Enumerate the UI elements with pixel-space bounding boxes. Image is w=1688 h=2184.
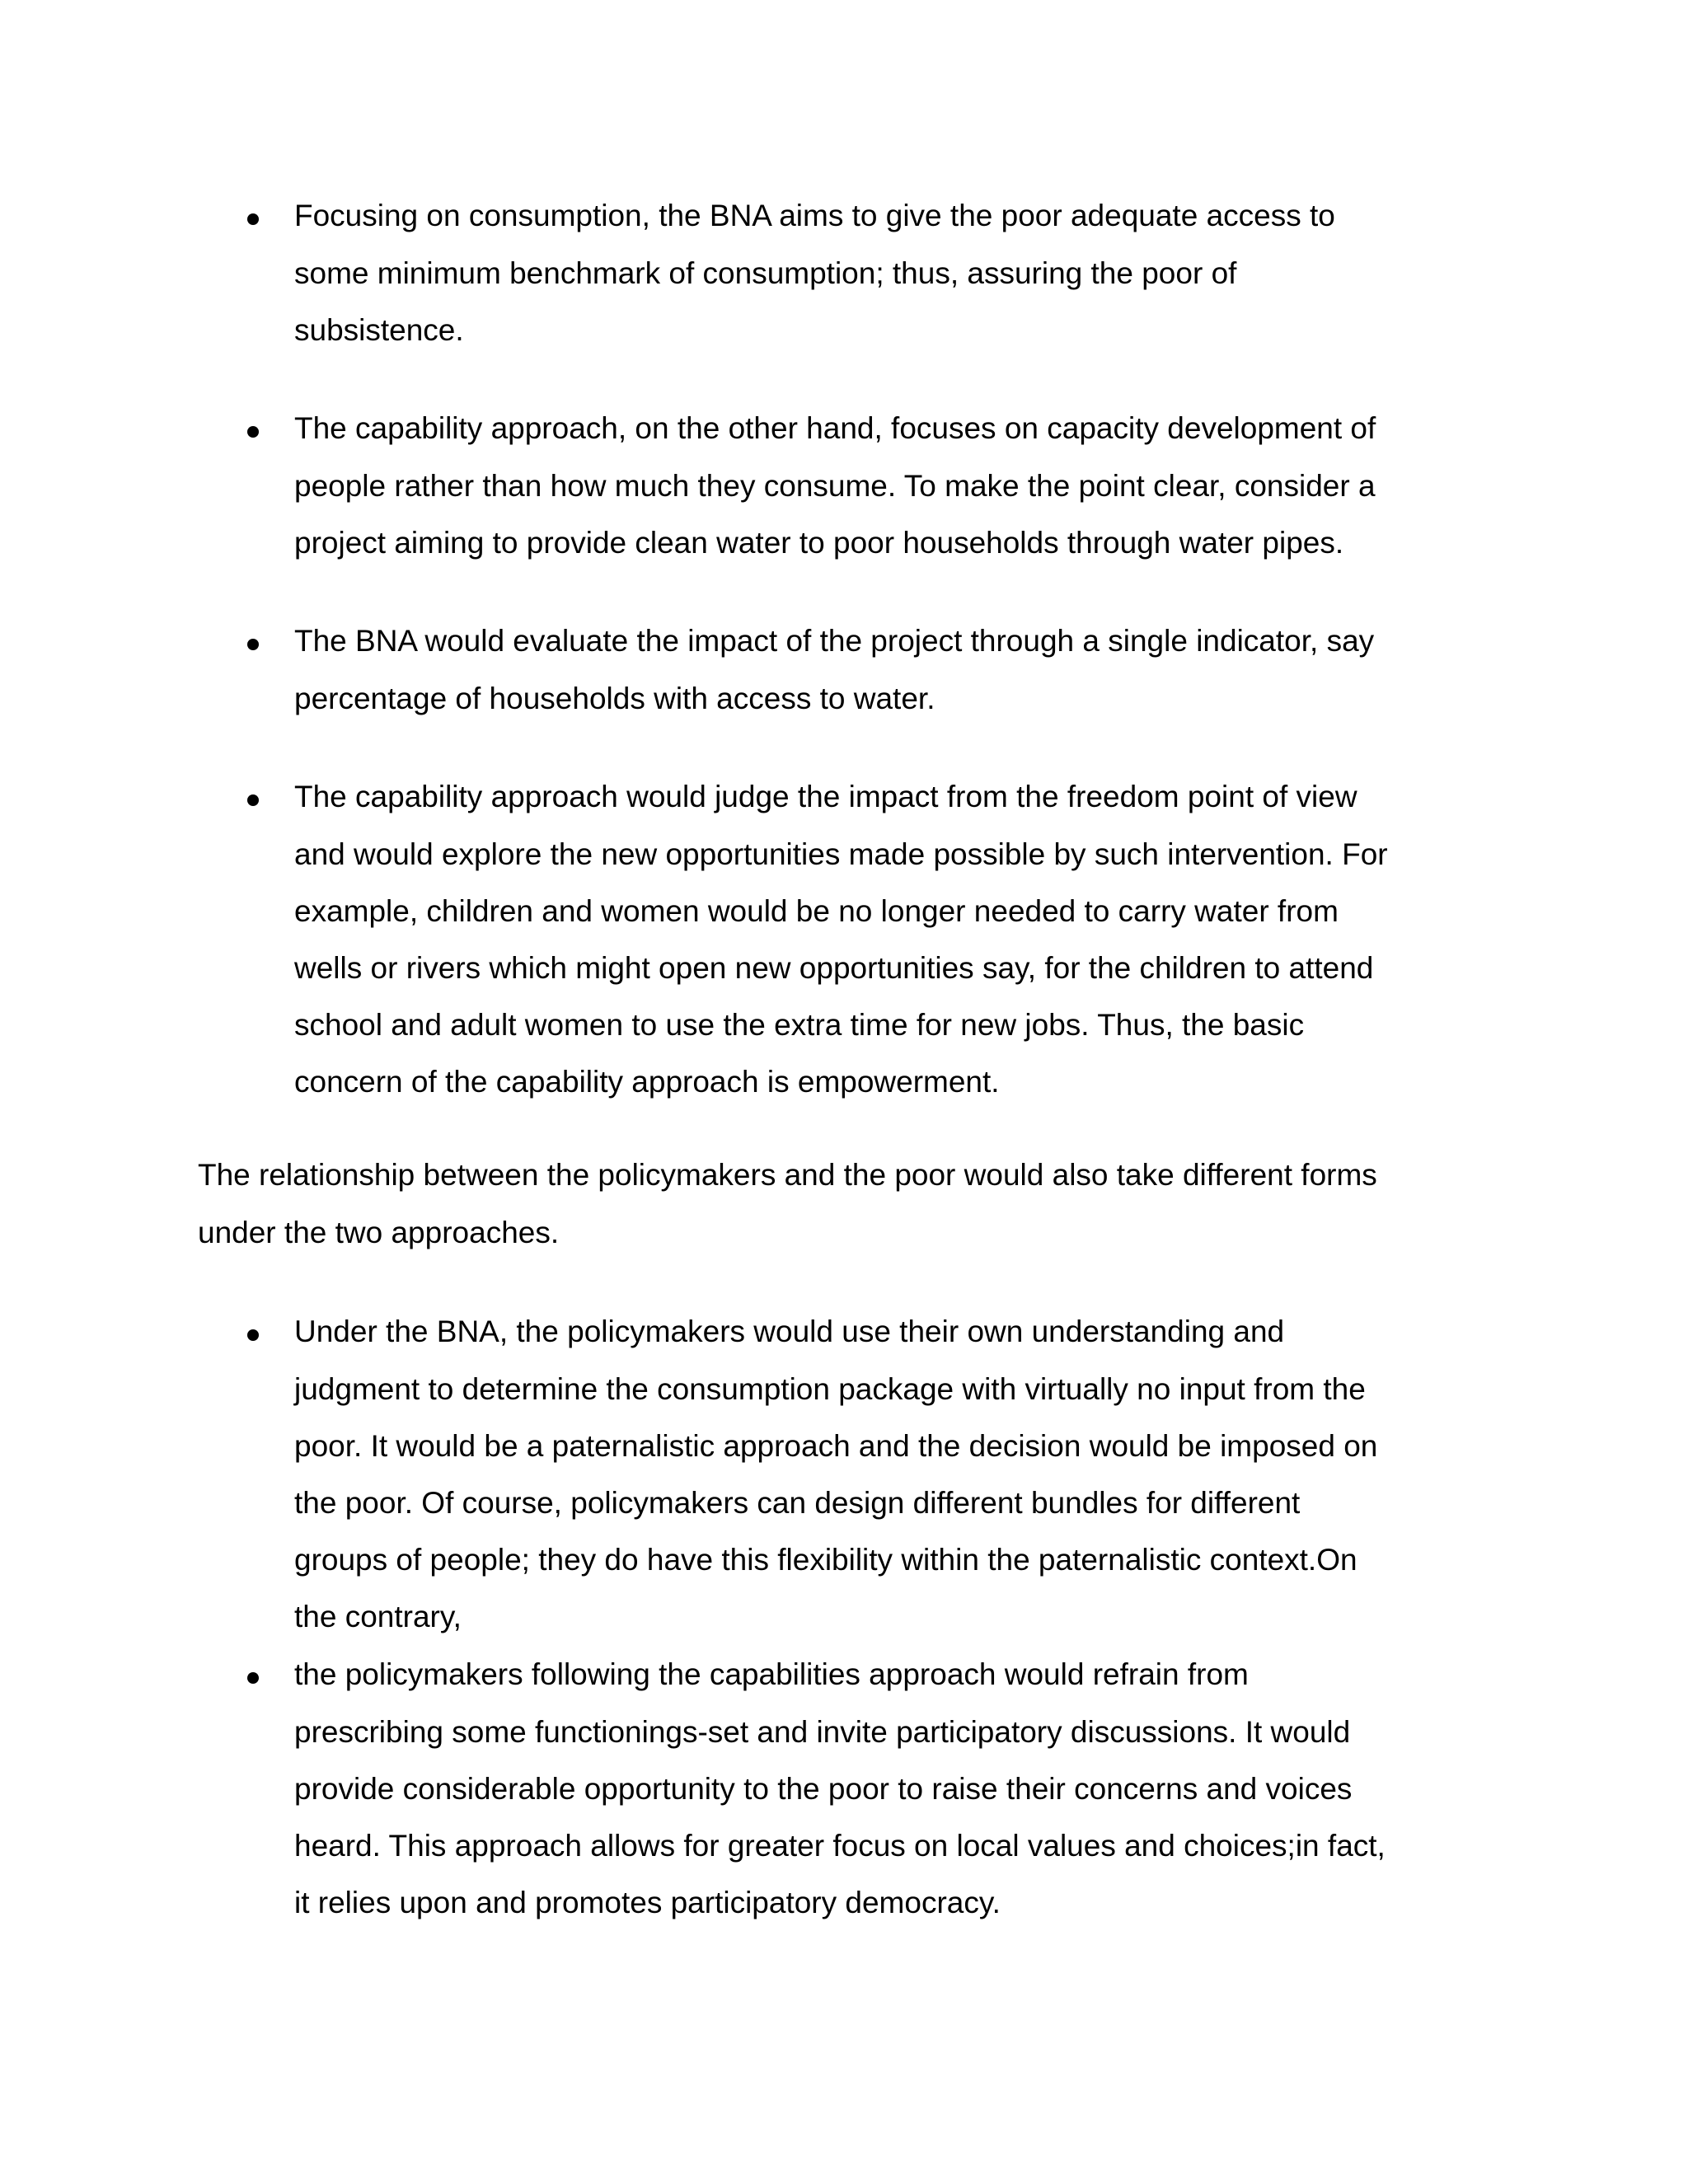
- text-line: judgment to determine the consumption package with virtually no input from the: [294, 1372, 1366, 1406]
- text-line: heard. This approach allows for greater focus on local values and choices;in fact,: [294, 1829, 1386, 1863]
- bullet-marker: [247, 1672, 259, 1684]
- text-line: it relies upon and promotes participatory democracy.: [294, 1886, 1001, 1919]
- text-line: the policymakers following the capabilities approach would refrain from: [294, 1657, 1249, 1691]
- text-line: some minimum benchmark of consumption; thus, assuring the poor of: [294, 256, 1237, 290]
- text-line: The capability approach would judge the impact from the freedom point of view: [294, 780, 1357, 813]
- text-line: The relationship between the policymakers and the poor would also take different forms: [198, 1158, 1377, 1192]
- bullet-marker: [247, 426, 259, 438]
- bullet-marker: [247, 794, 259, 806]
- bullet-marker: [247, 213, 259, 225]
- text-line: The capability approach, on the other hand, focuses on capacity development of: [294, 411, 1376, 445]
- text-line: Under the BNA, the policymakers would use their own understanding and: [294, 1315, 1285, 1348]
- text-line: the poor. Of course, policymakers can design different bundles for different: [294, 1486, 1301, 1520]
- text-line: provide considerable opportunity to the poor to raise their concerns and voices: [294, 1772, 1353, 1806]
- text-line: and would explore the new opportunities made possible by such intervention. For: [294, 837, 1388, 871]
- text-line: school and adult women to use the extra time for new jobs. Thus, the basic: [294, 1008, 1305, 1042]
- text-line: groups of people; they do have this flexibility within the paternalistic context.On: [294, 1543, 1357, 1577]
- text-line: The BNA would evaluate the impact of the project through a single indicator, say: [294, 624, 1375, 658]
- text-line: prescribing some functionings-set and invite participatory discussions. It would: [294, 1715, 1351, 1749]
- bullet-marker: [247, 639, 259, 650]
- bullet-marker: [247, 1329, 259, 1341]
- text-line: example, children and women would be no longer needed to carry water from: [294, 894, 1339, 928]
- text-line: poor. It would be a paternalistic approach and the decision would be imposed on: [294, 1429, 1378, 1463]
- text-line: project aiming to provide clean water to poor households through water pipes.: [294, 526, 1344, 560]
- text-line: Focusing on consumption, the BNA aims to give the poor adequate access to: [294, 199, 1335, 232]
- text-line: people rather than how much they consume. To make the point clear, consider a: [294, 469, 1376, 503]
- text-line: under the two approaches.: [198, 1216, 560, 1249]
- text-line: wells or rivers which might open new opportunities say, for the children to attend: [294, 951, 1374, 985]
- text-line: concern of the capability approach is empowerment.: [294, 1065, 1000, 1099]
- text-line: percentage of households with access to water.: [294, 682, 935, 715]
- text-line: the contrary,: [294, 1600, 462, 1633]
- text-line: subsistence.: [294, 313, 464, 347]
